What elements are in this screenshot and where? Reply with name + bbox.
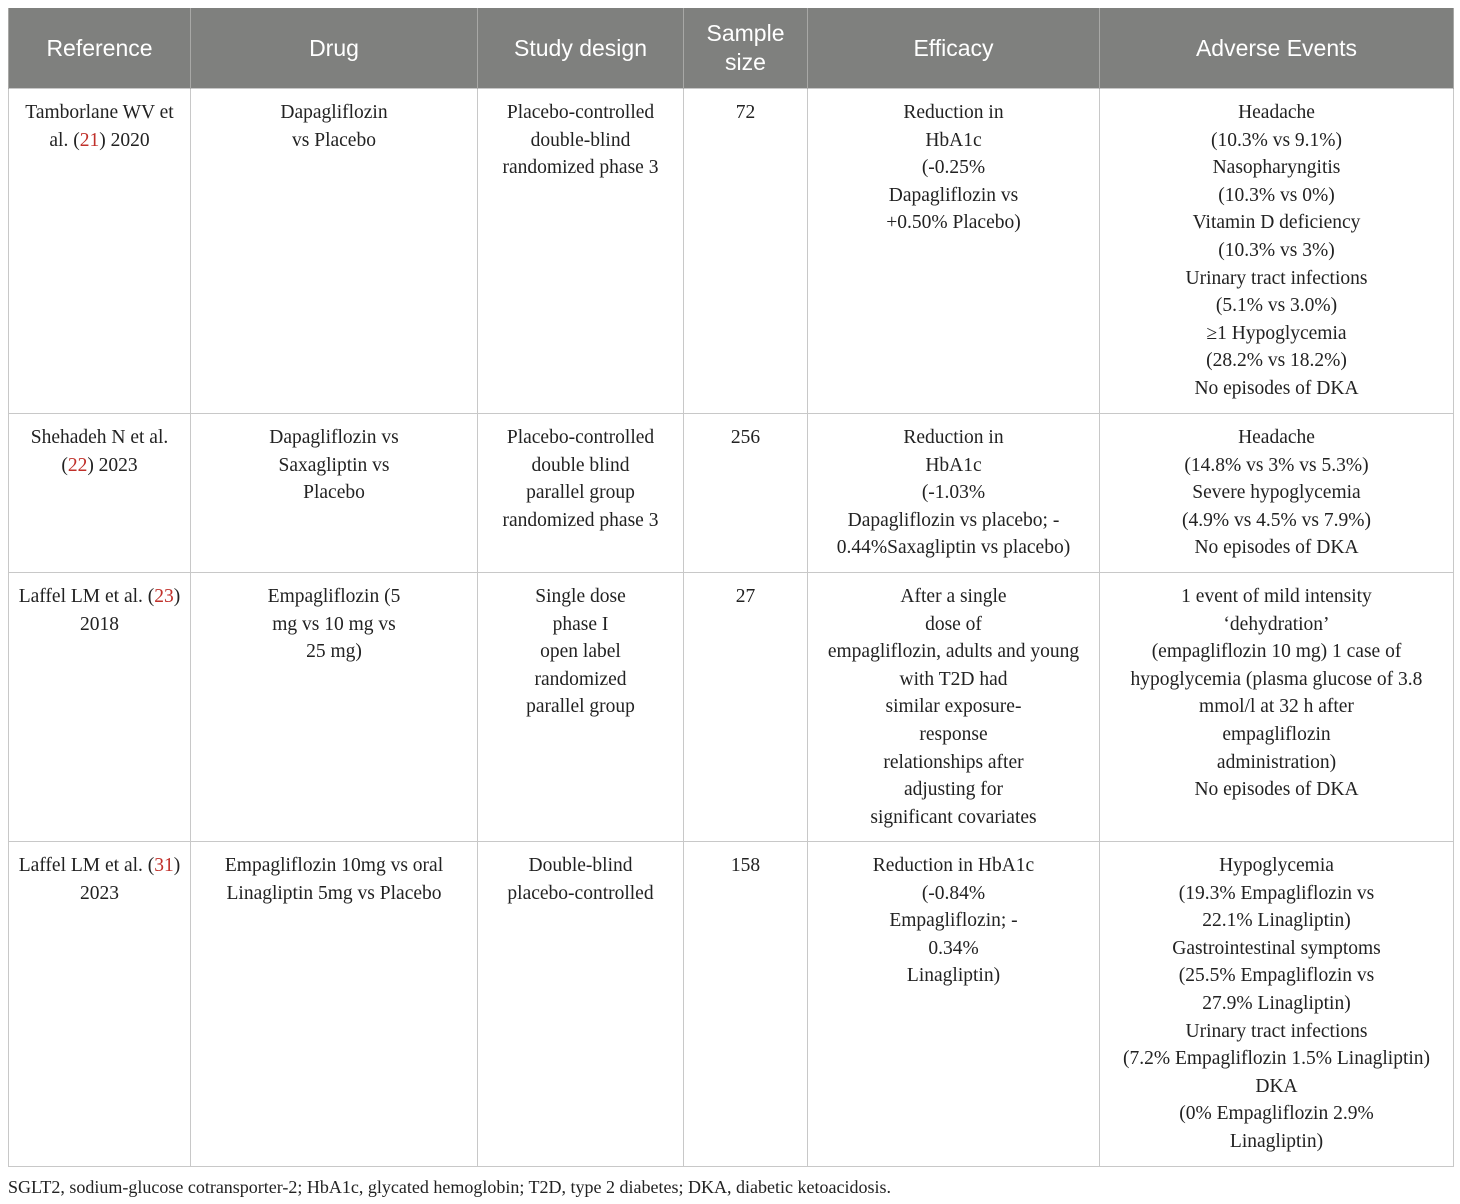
adverse-line: Urinary tract infections (1185, 267, 1368, 289)
adverse-line: Headache (1238, 102, 1315, 123)
header-study-design: Study design (478, 8, 684, 89)
efficacy-line: significant covariates (870, 806, 1037, 828)
reference-author: Laffel LM et al. ( (18, 586, 155, 607)
cell-reference (9, 414, 191, 573)
adverse-line: (empagliflozin 10 mg) 1 case of (1151, 641, 1402, 663)
reference-year: ) 2018 (80, 586, 181, 635)
design-line: Placebo-controlled (506, 427, 655, 448)
header-adverse-events: Adverse Events (1100, 8, 1454, 89)
adverse-line: (10.3% vs 9.1%) (1210, 129, 1343, 151)
cell-drug (191, 573, 478, 842)
cell-sample-size: 256 (684, 414, 808, 573)
efficacy-line: 0.34% (928, 937, 979, 959)
adverse-line: Severe hypoglycemia (1192, 482, 1361, 504)
adverse-line: No episodes of DKA (1194, 537, 1359, 559)
adverse-line: (10.3% vs 0%) (1218, 184, 1335, 206)
adverse-line: 1 event of mild intensity (1181, 586, 1372, 607)
efficacy-line: Dapagliflozin vs (888, 184, 1019, 206)
cell-reference (9, 89, 191, 414)
header-row (9, 8, 1454, 89)
cell-study-design (478, 842, 684, 1167)
adverse-line: Hypoglycemia (1219, 855, 1334, 876)
drug-line: vs Placebo (292, 129, 376, 151)
efficacy-line: Empagliflozin; - (889, 910, 1018, 932)
reference-year: ) 2023 (87, 454, 138, 476)
cell-adverse-events (1100, 573, 1454, 842)
adverse-line: administration) (1216, 751, 1337, 773)
design-line: randomized phase 3 (502, 157, 659, 179)
efficacy-line: Reduction in (903, 102, 1004, 123)
header-sample-size (684, 8, 808, 89)
reference-author: Tamborlane WV et al. ( (25, 102, 174, 151)
cell-study-design (478, 414, 684, 573)
adverse-line: Linagliptin) (1229, 1130, 1324, 1152)
efficacy-line: (-1.03% (921, 482, 986, 504)
cell-efficacy (808, 89, 1100, 414)
cell-adverse-events (1100, 842, 1454, 1167)
table-row (9, 414, 1454, 573)
adverse-line: (25.5% Empagliflozin vs (1178, 965, 1375, 987)
efficacy-line: similar exposure- (885, 696, 1022, 718)
cell-adverse-events (1100, 89, 1454, 414)
cell-sample-size: 158 (684, 842, 808, 1167)
cell-efficacy (808, 414, 1100, 573)
cell-drug (191, 842, 478, 1167)
cell-efficacy (808, 842, 1100, 1167)
adverse-line: (10.3% vs 3%) (1218, 239, 1335, 261)
adverse-line: No episodes of DKA (1194, 779, 1359, 801)
design-line: randomized phase 3 (502, 509, 659, 531)
cell-drug (191, 414, 478, 573)
adverse-line: empagliflozin (1222, 723, 1331, 745)
adverse-line: (0% Empagliflozin 2.9% (1179, 1103, 1374, 1125)
table-row (9, 89, 1454, 414)
efficacy-line: empagliflozin, adults and young (827, 641, 1080, 663)
adverse-line: mmol/l at 32 h after (1199, 696, 1354, 718)
reference-link[interactable]: 23 (154, 586, 174, 607)
efficacy-line: HbA1c (925, 454, 982, 476)
efficacy-line: HbA1c (925, 129, 982, 151)
design-line: Placebo-controlled (506, 102, 655, 123)
adverse-line: No episodes of DKA (1194, 377, 1359, 399)
cell-reference (9, 842, 191, 1167)
adverse-line: 22.1% Linagliptin) (1202, 910, 1351, 932)
drug-line: Linagliptin 5mg vs Placebo (226, 882, 442, 904)
reference-link[interactable]: 22 (67, 454, 88, 476)
design-line: Single dose (535, 586, 626, 607)
adverse-line: hypoglycemia (plasma glucose of 3.8 (1130, 668, 1423, 690)
reference-year: ) 2023 (80, 855, 181, 904)
cell-adverse-events (1100, 414, 1454, 573)
adverse-line: Gastrointestinal symptoms (1172, 937, 1381, 959)
adverse-line: (28.2% vs 18.2%) (1206, 350, 1347, 372)
design-line: randomized (534, 668, 627, 690)
cell-sample-size: 27 (684, 573, 808, 842)
drug-line: Saxagliptin vs (278, 454, 390, 476)
design-line: double blind (531, 454, 630, 476)
header-reference: Reference (9, 8, 191, 89)
adverse-line: 27.9% Linagliptin) (1202, 992, 1351, 1014)
efficacy-line: Reduction in (903, 427, 1004, 448)
drug-line: Empagliflozin (5 (267, 586, 401, 607)
reference-link[interactable]: 31 (154, 855, 174, 876)
adverse-line: DKA (1255, 1075, 1298, 1097)
design-line: open label (540, 641, 621, 663)
header-efficacy: Efficacy (808, 8, 1100, 89)
drug-line: Empagliflozin 10mg vs oral (224, 855, 444, 876)
efficacy-line: Reduction in HbA1c (872, 855, 1035, 876)
adverse-line: Headache (1238, 427, 1315, 448)
header-drug: Drug (191, 8, 478, 89)
efficacy-line: response (919, 723, 988, 745)
adverse-line: (4.9% vs 4.5% vs 7.9%) (1181, 509, 1372, 531)
adverse-line: ‘dehydration’ (1223, 613, 1330, 635)
adverse-line: (5.1% vs 3.0%) (1215, 295, 1338, 317)
adverse-line: (7.2% Empagliflozin 1.5% Linagliptin) (1122, 1048, 1431, 1070)
efficacy-line: dose of (925, 613, 982, 635)
efficacy-line: with T2D had (899, 668, 1008, 690)
adverse-line: Urinary tract infections (1185, 1020, 1368, 1042)
efficacy-line: adjusting for (903, 779, 1004, 801)
drug-line: mg vs 10 mg vs (272, 613, 396, 635)
design-line: Double-blind (528, 855, 633, 876)
efficacy-line: (-0.84% (921, 882, 986, 904)
drug-line: Dapagliflozin vs (269, 427, 399, 448)
design-line: phase I (552, 613, 609, 635)
adverse-line: (19.3% Empagliflozin vs (1178, 882, 1375, 904)
cell-efficacy (808, 573, 1100, 842)
adverse-line: Vitamin D deficiency (1192, 212, 1361, 234)
efficacy-line: relationships after (883, 751, 1024, 773)
efficacy-line: (-0.25% (921, 157, 986, 179)
reference-link[interactable]: 21 (79, 129, 100, 151)
table-footnote: SGLT2, sodium-glucose cotransporter-2; HbA1c, glycated hemoglobin; T2D, type 2 diabetes; DKA, diabetic ketoacidosis. (8, 1177, 891, 1197)
design-line: parallel group (526, 482, 635, 504)
reference-author: Shehadeh N et al. ( (30, 427, 169, 476)
studies-table (8, 8, 1454, 1167)
reference-author: Laffel LM et al. ( (18, 855, 155, 876)
design-line: double-blind (530, 129, 631, 151)
header-sample-size-label: Sample size (706, 20, 785, 75)
drug-line: 25 mg) (306, 641, 362, 663)
table-body (9, 89, 1454, 1167)
table-row (9, 842, 1454, 1167)
cell-drug (191, 89, 478, 414)
efficacy-line: Dapagliflozin vs placebo; - (847, 509, 1060, 531)
efficacy-line: Linagliptin) (906, 965, 1001, 987)
cell-sample-size: 72 (684, 89, 808, 414)
design-line: placebo-controlled (507, 882, 654, 904)
adverse-line: (14.8% vs 3% vs 5.3%) (1184, 454, 1369, 476)
drug-line: Dapagliflozin (280, 102, 388, 123)
adverse-line: ≥1 Hypoglycemia (1206, 322, 1347, 344)
adverse-line: Nasopharyngitis (1212, 157, 1341, 179)
efficacy-line: 0.44%Saxagliptin vs placebo) (836, 537, 1071, 559)
reference-year: ) 2020 (99, 129, 150, 151)
cell-reference (9, 573, 191, 842)
design-line: parallel group (526, 696, 635, 718)
table-row (9, 573, 1454, 842)
table-header (9, 8, 1454, 89)
efficacy-line: +0.50% Placebo) (886, 212, 1021, 234)
drug-line: Placebo (303, 482, 365, 504)
cell-study-design (478, 573, 684, 842)
cell-study-design (478, 89, 684, 414)
efficacy-line: After a single (900, 586, 1007, 607)
